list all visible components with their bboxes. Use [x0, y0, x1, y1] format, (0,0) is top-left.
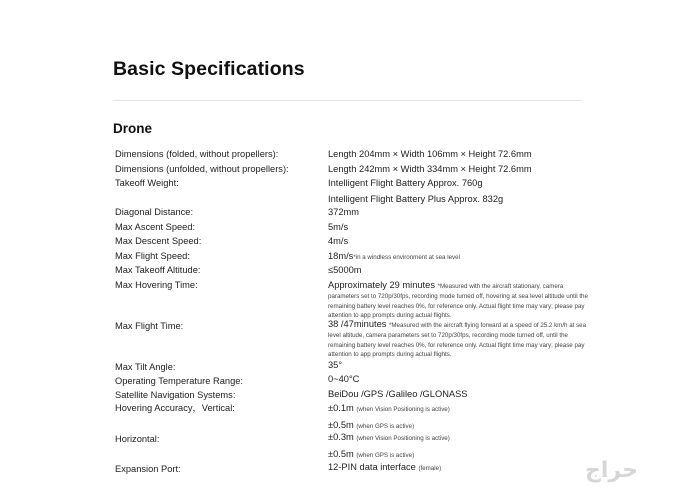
spec-label: Dimensions (folded, without propellers):	[115, 149, 279, 159]
spec-value-text: Approximately 29 minutes	[328, 280, 435, 290]
spec-value-vision	[328, 402, 590, 416]
spec-value	[328, 318, 590, 359]
spec-label: Max Flight Speed:	[115, 251, 190, 261]
spec-label: Takeoff Weight:	[115, 178, 179, 188]
spec-value-vision	[328, 431, 590, 445]
spec-value	[328, 461, 590, 475]
spec-note: (when GPS is active)	[356, 423, 415, 430]
spec-label: Horizontal:	[115, 434, 160, 444]
spec-value-text-plus: Intelligent Flight Battery Plus Approx. 832g	[328, 194, 504, 204]
spec-label: Max Takeoff Altitude:	[115, 265, 201, 275]
spec-value-text: ±0.1m	[328, 403, 354, 413]
spec-value	[328, 373, 590, 385]
spec-value	[328, 431, 590, 462]
spec-value-text: BeiDou /GPS /Galileo /GLONASS	[328, 389, 468, 399]
spec-label: Max Descent Speed:	[115, 236, 202, 246]
spec-label: Operating Temperature Range:	[115, 376, 243, 386]
spec-value-text: 0~40°C	[328, 374, 360, 384]
spec-value-text: ≤5000m	[328, 265, 362, 275]
spec-value-text: ±0.3m	[328, 432, 354, 442]
spec-value	[328, 177, 590, 205]
spec-value-text: 5m/s	[328, 222, 349, 232]
spec-value	[328, 206, 590, 218]
spec-value-text: 18m/s	[328, 251, 354, 261]
spec-note: (when Vision Positioning is active)	[356, 406, 450, 413]
spec-label: Max Tilt Angle:	[115, 362, 176, 372]
spec-value	[328, 235, 590, 247]
spec-label: Satellite Navigation Systems:	[115, 390, 236, 400]
section-heading: Drone	[113, 121, 153, 136]
spec-label: Max Ascent Speed:	[115, 222, 196, 232]
spec-label: Max Flight Time:	[115, 321, 184, 331]
spec-label: Expansion Port:	[115, 464, 181, 474]
spec-value-text: 372mm	[328, 207, 360, 217]
spec-value-text: Length 242mm × Width 334mm × Height 72.6mm	[328, 164, 532, 174]
spec-value-text: 35°	[328, 360, 343, 370]
spec-value	[328, 359, 590, 371]
spec-value	[328, 402, 590, 433]
spec-note: *Measured with the aircraft flying forward at a speed of 25.2 km/h at sea level altitude, camera parameters set to 720p/30fps, recording mode turned off, until the remaining battery level reaches 0%, for reference only. Actual flight time may vary; please pay attention to app prompts during actual flights.	[328, 322, 587, 359]
spec-value-text: ±0.5m	[328, 420, 354, 430]
spec-label: Diagonal Distance:	[115, 207, 194, 217]
spec-value-text: 12-PIN data interface	[328, 462, 416, 472]
watermark-logo: حراج	[585, 457, 638, 482]
spec-value	[328, 163, 590, 175]
spec-note: (when GPS is active)	[356, 452, 415, 459]
spec-value	[328, 250, 590, 264]
spec-value	[328, 264, 590, 276]
spec-note: (when Vision Positioning is active)	[356, 435, 450, 442]
spec-note: *Measured with the aircraft stationary, camera parameters set to 720p/30fps, recording mode turned off, hovering at sea level altitude until the remaining battery level reaches 0%, for reference only. Actual flight time may vary; please pay attention to app prompts during actual flights.	[328, 283, 588, 320]
spec-note: (female)	[418, 465, 442, 472]
spec-label: Dimensions (unfolded, without propellers):	[115, 164, 289, 174]
spec-value-text: Intelligent Flight Battery Approx. 760g	[328, 178, 483, 188]
page-title: Basic Specifications	[113, 58, 305, 80]
spec-value-gps	[328, 448, 590, 462]
spec-value-text: 38 /47minutes	[328, 319, 387, 329]
spec-value	[328, 388, 590, 400]
spec-label: Max Hovering Time:	[115, 280, 198, 290]
spec-note: *in a windless environment at sea level	[353, 254, 460, 261]
spec-value-text: ±0.5m	[328, 449, 354, 459]
spec-value-text: Length 204mm × Width 106mm × Height 72.6mm	[328, 149, 532, 159]
spec-value	[328, 148, 590, 160]
spec-label: Hovering Accuracy，Vertical:	[115, 403, 235, 413]
spec-value	[328, 221, 590, 233]
title-divider	[113, 100, 581, 101]
spec-value-text: 4m/s	[328, 236, 349, 246]
spec-value	[328, 279, 590, 320]
